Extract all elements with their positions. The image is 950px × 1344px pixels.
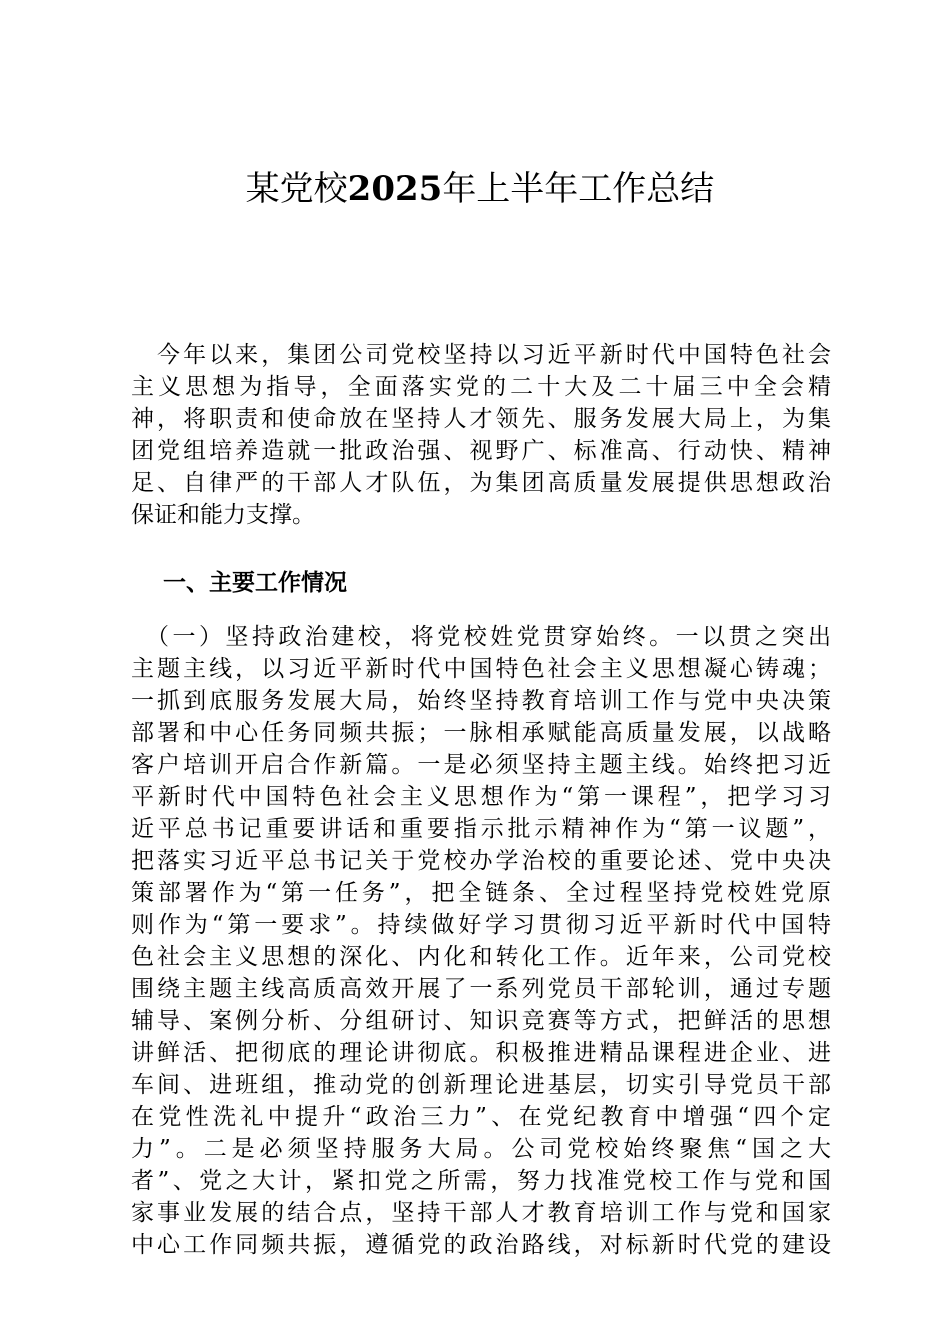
paragraph-line: 客户培训开启合作新篇。一是必须坚持主题主线。始终把习近 [131,752,831,778]
paragraph-line: 辅导、案例分析、分组研讨、知识竞赛等方式，把鲜活的思想 [131,1008,831,1034]
section-paragraph [131,621,831,1261]
document-body [131,339,831,1261]
paragraph-line: （一）坚持政治建校，将党校姓党贯穿始终。一以贯之突出 [131,624,831,650]
paragraph-line: 在党性洗礼中提升“政治三力”、在党纪教育中增强“四个定 [131,1104,831,1130]
paragraph-line: 主义思想为指导，全面落实党的二十大及二十届三中全会精 [131,374,831,400]
paragraph-line: 色社会主义思想的深化、内化和转化工作。近年来，公司党校 [131,944,831,970]
title-suffix: 年上半年工作总结 [442,169,715,209]
paragraph-line: 则作为“第一要求”。持续做好学习贯彻习近平新时代中国特 [131,912,831,938]
title-year: 2025 [347,169,443,209]
paragraph-line: 团党组培养造就一批政治强、视野广、标准高、行动快、精神 [131,438,831,464]
document-title [0,166,950,212]
section-heading: 一、主要工作情况 [163,570,347,596]
title-prefix: 某党校 [245,169,348,209]
paragraph-line: 部署和中心任务同频共振；一脉相承赋能高质量发展，以战略 [131,720,831,746]
paragraph-line: 者”、党之大计，紧扣党之所需，努力找准党校工作与党和国 [131,1168,831,1194]
paragraph-line: 家事业发展的结合点，坚持干部人才教育培训工作与党和国家 [131,1200,831,1226]
paragraph-line: 保证和能力支撑。 [131,502,315,528]
paragraph-line: 讲鲜活、把彻底的理论讲彻底。积极推进精品课程进企业、进 [131,1040,831,1066]
paragraph-line: 平新时代中国特色社会主义思想作为“第一课程”，把学习习 [131,784,831,810]
paragraph-line: 力”。二是必须坚持服务大局。公司党校始终聚焦“国之大 [131,1136,831,1162]
paragraph-line: 策部署作为“第一任务”，把全链条、全过程坚持党校姓党原 [131,880,831,906]
paragraph-line: 近平总书记重要讲话和重要指示批示精神作为“第一议题”， [131,816,831,842]
paragraph-line: 足、自律严的干部人才队伍，为集团高质量发展提供思想政治 [131,470,831,496]
paragraph-line: 一抓到底服务发展大局，始终坚持教育培训工作与党中央决策 [131,688,831,714]
paragraph-line: 主题主线，以习近平新时代中国特色社会主义思想凝心铸魂； [131,656,831,682]
paragraph-line: 中心工作同频共振，遵循党的政治路线，对标新时代党的建设 [131,1232,831,1258]
paragraph-line: 神，将职责和使命放在坚持人才领先、服务发展大局上，为集 [131,406,831,432]
paragraph-line: 把落实习近平总书记关于党校办学治校的重要论述、党中央决 [131,848,831,874]
paragraph-line: 车间、进班组，推动党的创新理论进基层，切实引导党员干部 [131,1072,831,1098]
paragraph-line: 今年以来，集团公司党校坚持以习近平新时代中国特色社会 [131,342,831,368]
intro-paragraph [131,339,831,531]
paragraph-line: 围绕主题主线高质高效开展了一系列党员干部轮训，通过专题 [131,976,831,1002]
